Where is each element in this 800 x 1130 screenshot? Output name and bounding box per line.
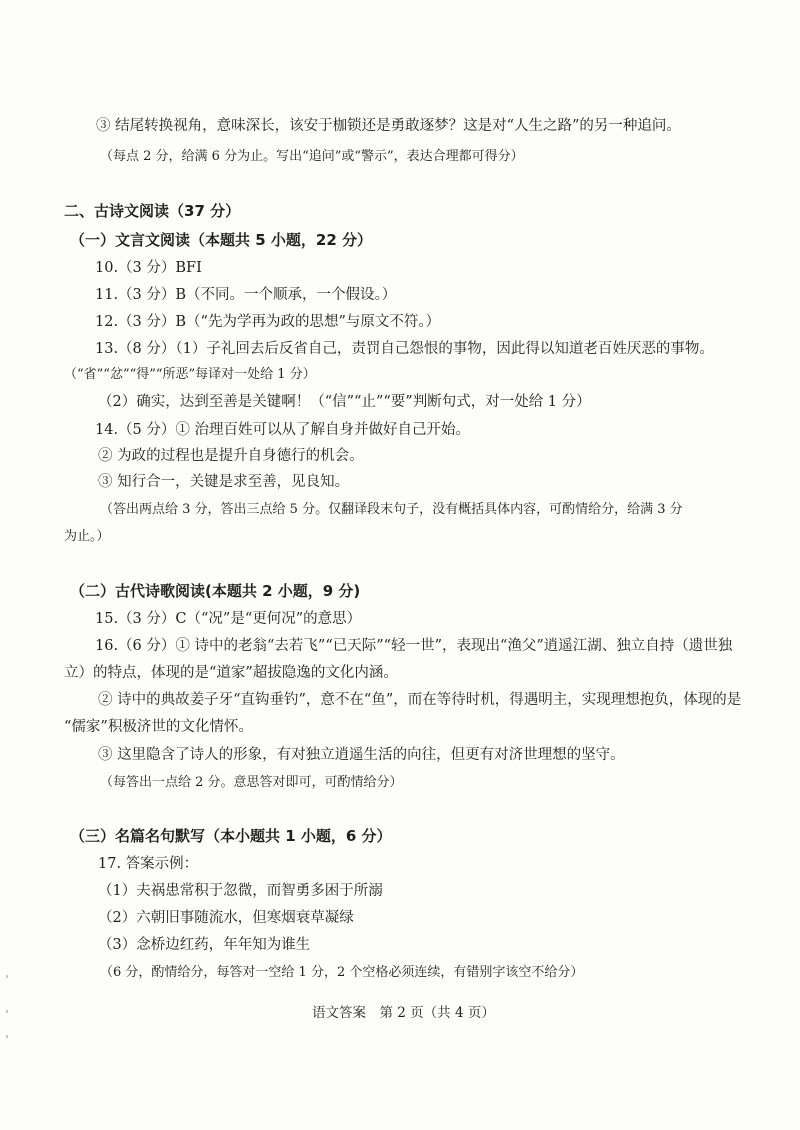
answer-line: 14.（5 分）① 治理百姓可以从了解自身并做好自己开始。: [95, 422, 471, 438]
answer-line: （3）念桥边红药，年年知为谁生: [98, 937, 311, 953]
answer-line: 12.（3 分）B（“先为学再为政的思想”与原文不符。）: [95, 314, 441, 330]
scoring-note: （每点 2 分，给满 6 分为止。写出“追问”或“警示”，表达合理都可得分）: [100, 149, 524, 164]
answer-line: “儒家”积极济世的文化情怀。: [64, 719, 253, 735]
answer-line: 16.（6 分）① 诗中的老翁“去若飞”“已天际”“轻一世”，表现出“渔父”逍遥江湖、独立自持（遗世独: [95, 638, 733, 654]
answer-line: ② 诗中的典故姜子牙“直钩垂钓”，意不在“鱼”，而在等待时机，得遇明主，实现理想抱负，体现的是: [98, 692, 742, 708]
page-footer: 语文答案 第 2 页（共 4 页）: [312, 1005, 495, 1021]
answer-line: （1）夫祸患常积于忽微，而智勇多困于所溺: [98, 883, 383, 899]
scoring-note: （答出两点给 3 分，答出三点给 5 分。仅翻译段末句子，没有概括具体内容，可酌情给分，给满 3 分: [100, 502, 683, 517]
scan-speck: [6, 975, 8, 978]
section-heading: 二、古诗文阅读（37 分）: [64, 202, 241, 220]
answer-line: ② 为政的过程也是提升自身德行的机会。: [98, 448, 364, 464]
scoring-note: （6 分，酌情给分，每答对一空给 1 分，2 个空格必须连续，有错别字该空不给分）: [100, 965, 584, 980]
scan-speck: [6, 1010, 8, 1013]
answer-line: 立）的特点，体现的是“道家”超拔隐逸的文化内涵。: [64, 665, 398, 681]
answer-line: ③ 结尾转换视角，意味深长，该安于枷锁还是勇敢逐梦？这是对“人生之路”的另一种追问。: [96, 118, 681, 134]
answer-line: 10.（3 分）BFI: [95, 260, 202, 276]
scoring-note: 为止。）: [64, 529, 110, 544]
scan-speck: [6, 1035, 8, 1038]
answer-line: （2）确实，达到至善是关键啊！（“信”“止”“要”判断句式，对一处给 1 分）: [98, 394, 591, 410]
scoring-note: （“省”“忿”“得”“所恶”每译对一处给 1 分）: [64, 367, 316, 382]
subsection-heading: （二）古代诗歌阅读(本题共 2 小题，9 分): [70, 582, 361, 600]
subsection-heading: （一）文言文阅读（本题共 5 小题，22 分）: [70, 231, 372, 249]
answer-line: 13.（8 分）（1）子礼回去后反省自己，责罚自己怨恨的事物，因此得以知道老百姓厌恶的事物。: [95, 341, 714, 357]
answer-line: 15.（3 分）C（“况”是“更何况”的意思）: [95, 611, 362, 627]
answer-line: ③ 知行合一，关键是求至善，见良知。: [98, 474, 350, 490]
answer-line: 11.（3 分）B（不同。一个顺承，一个假设。）: [95, 287, 397, 303]
subsection-heading: （三）名篇名句默写（本小题共 1 小题，6 分）: [70, 827, 392, 845]
answer-line: 17. 答案示例：: [98, 856, 199, 872]
answer-line: ③ 这里隐含了诗人的形象，有对独立逍遥生活的向往，但更有对济世理想的坚守。: [98, 747, 625, 763]
answer-line: （2）六朝旧事随流水，但寒烟衰草凝绿: [98, 910, 354, 926]
scoring-note: （每答出一点给 2 分。意思答对即可，可酌情给分）: [100, 775, 403, 790]
